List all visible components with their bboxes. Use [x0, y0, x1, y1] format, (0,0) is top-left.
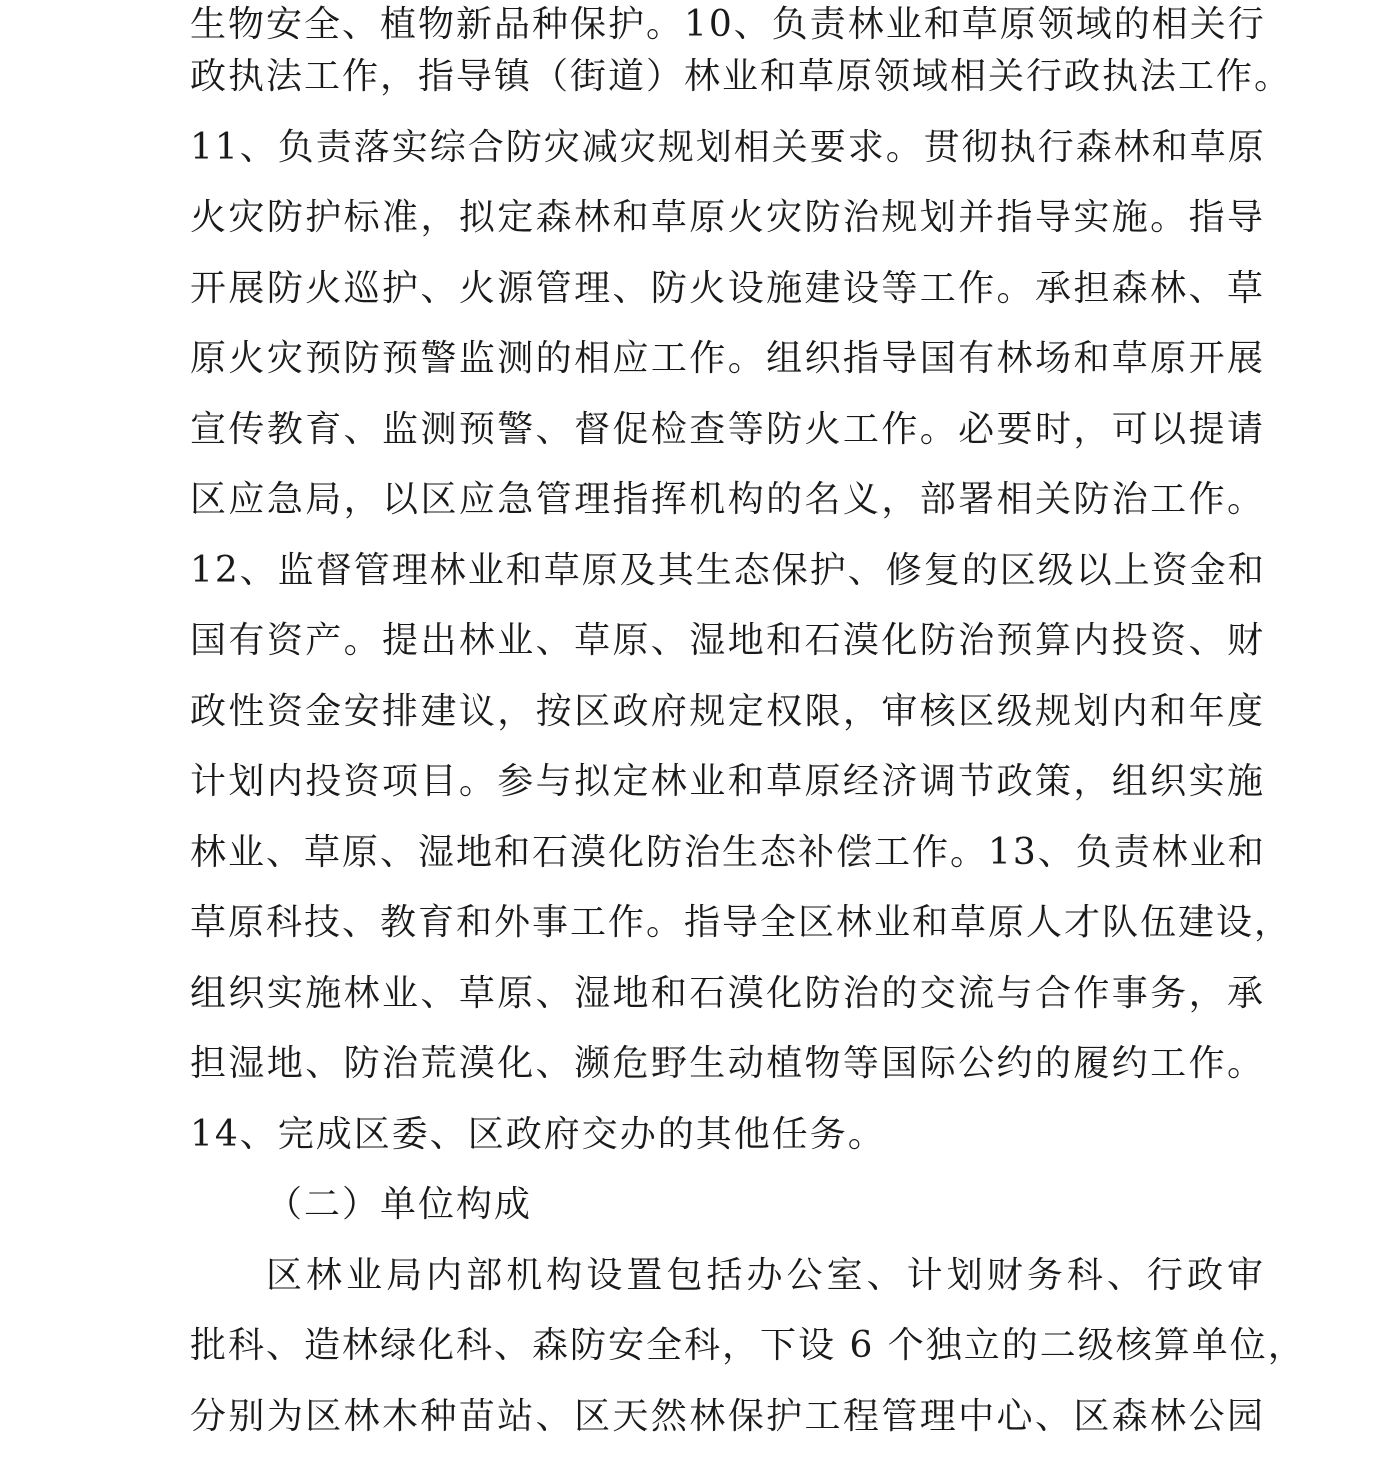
section-heading: （二）单位构成 — [190, 1178, 1265, 1249]
text-line: 担湿地、防治荒漠化、濒危野生动植物等国际公约的履约工作。 — [190, 1037, 1265, 1108]
text-line: 国有资产。提出林业、草原、湿地和石漠化防治预算内投资、财 — [190, 614, 1265, 685]
text-line: 火灾防护标准，拟定森林和草原火灾防治规划并指导实施。指导 — [190, 191, 1265, 262]
text-line: 14、完成区委、区政府交办的其他任务。 — [190, 1108, 1265, 1179]
text-line: 政执法工作，指导镇（街道）林业和草原领域相关行政执法工作。 — [190, 50, 1265, 121]
paragraph-line: 批科、造林绿化科、森防安全科，下设 6 个独立的二级核算单位， — [190, 1319, 1265, 1390]
text-line: 计划内投资项目。参与拟定林业和草原经济调节政策，组织实施 — [190, 755, 1265, 826]
text-line: 12、监督管理林业和草原及其生态保护、修复的区级以上资金和 — [190, 544, 1265, 615]
text-line: 草原科技、教育和外事工作。指导全区林业和草原人才队伍建设， — [190, 896, 1265, 967]
text-line: 林业、草原、湿地和石漠化防治生态补偿工作。13、负责林业和 — [190, 826, 1265, 897]
text-line: 开展防火巡护、火源管理、防火设施建设等工作。承担森林、草 — [190, 262, 1265, 333]
paragraph-line: 分别为区林木种苗站、区天然林保护工程管理中心、区森林公园 — [190, 1390, 1265, 1460]
text-line: 原火灾预防预警监测的相应工作。组织指导国有林场和草原开展 — [190, 332, 1265, 403]
document-page — [190, 0, 1265, 1460]
text-line: 宣传教育、监测预警、督促检查等防火工作。必要时，可以提请 — [190, 403, 1265, 474]
text-line: 组织实施林业、草原、湿地和石漠化防治的交流与合作事务，承 — [190, 967, 1265, 1038]
paragraph-line: 区林业局内部机构设置包括办公室、计划财务科、行政审 — [190, 1249, 1265, 1320]
text-line: 区应急局，以区应急管理指挥机构的名义，部署相关防治工作。 — [190, 473, 1265, 544]
text-line: 生物安全、植物新品种保护。10、负责林业和草原领域的相关行 — [190, 0, 1265, 50]
text-line: 11、负责落实综合防灾减灾规划相关要求。贯彻执行森林和草原 — [190, 121, 1265, 192]
text-line: 政性资金安排建议，按区政府规定权限，审核区级规划内和年度 — [190, 685, 1265, 756]
